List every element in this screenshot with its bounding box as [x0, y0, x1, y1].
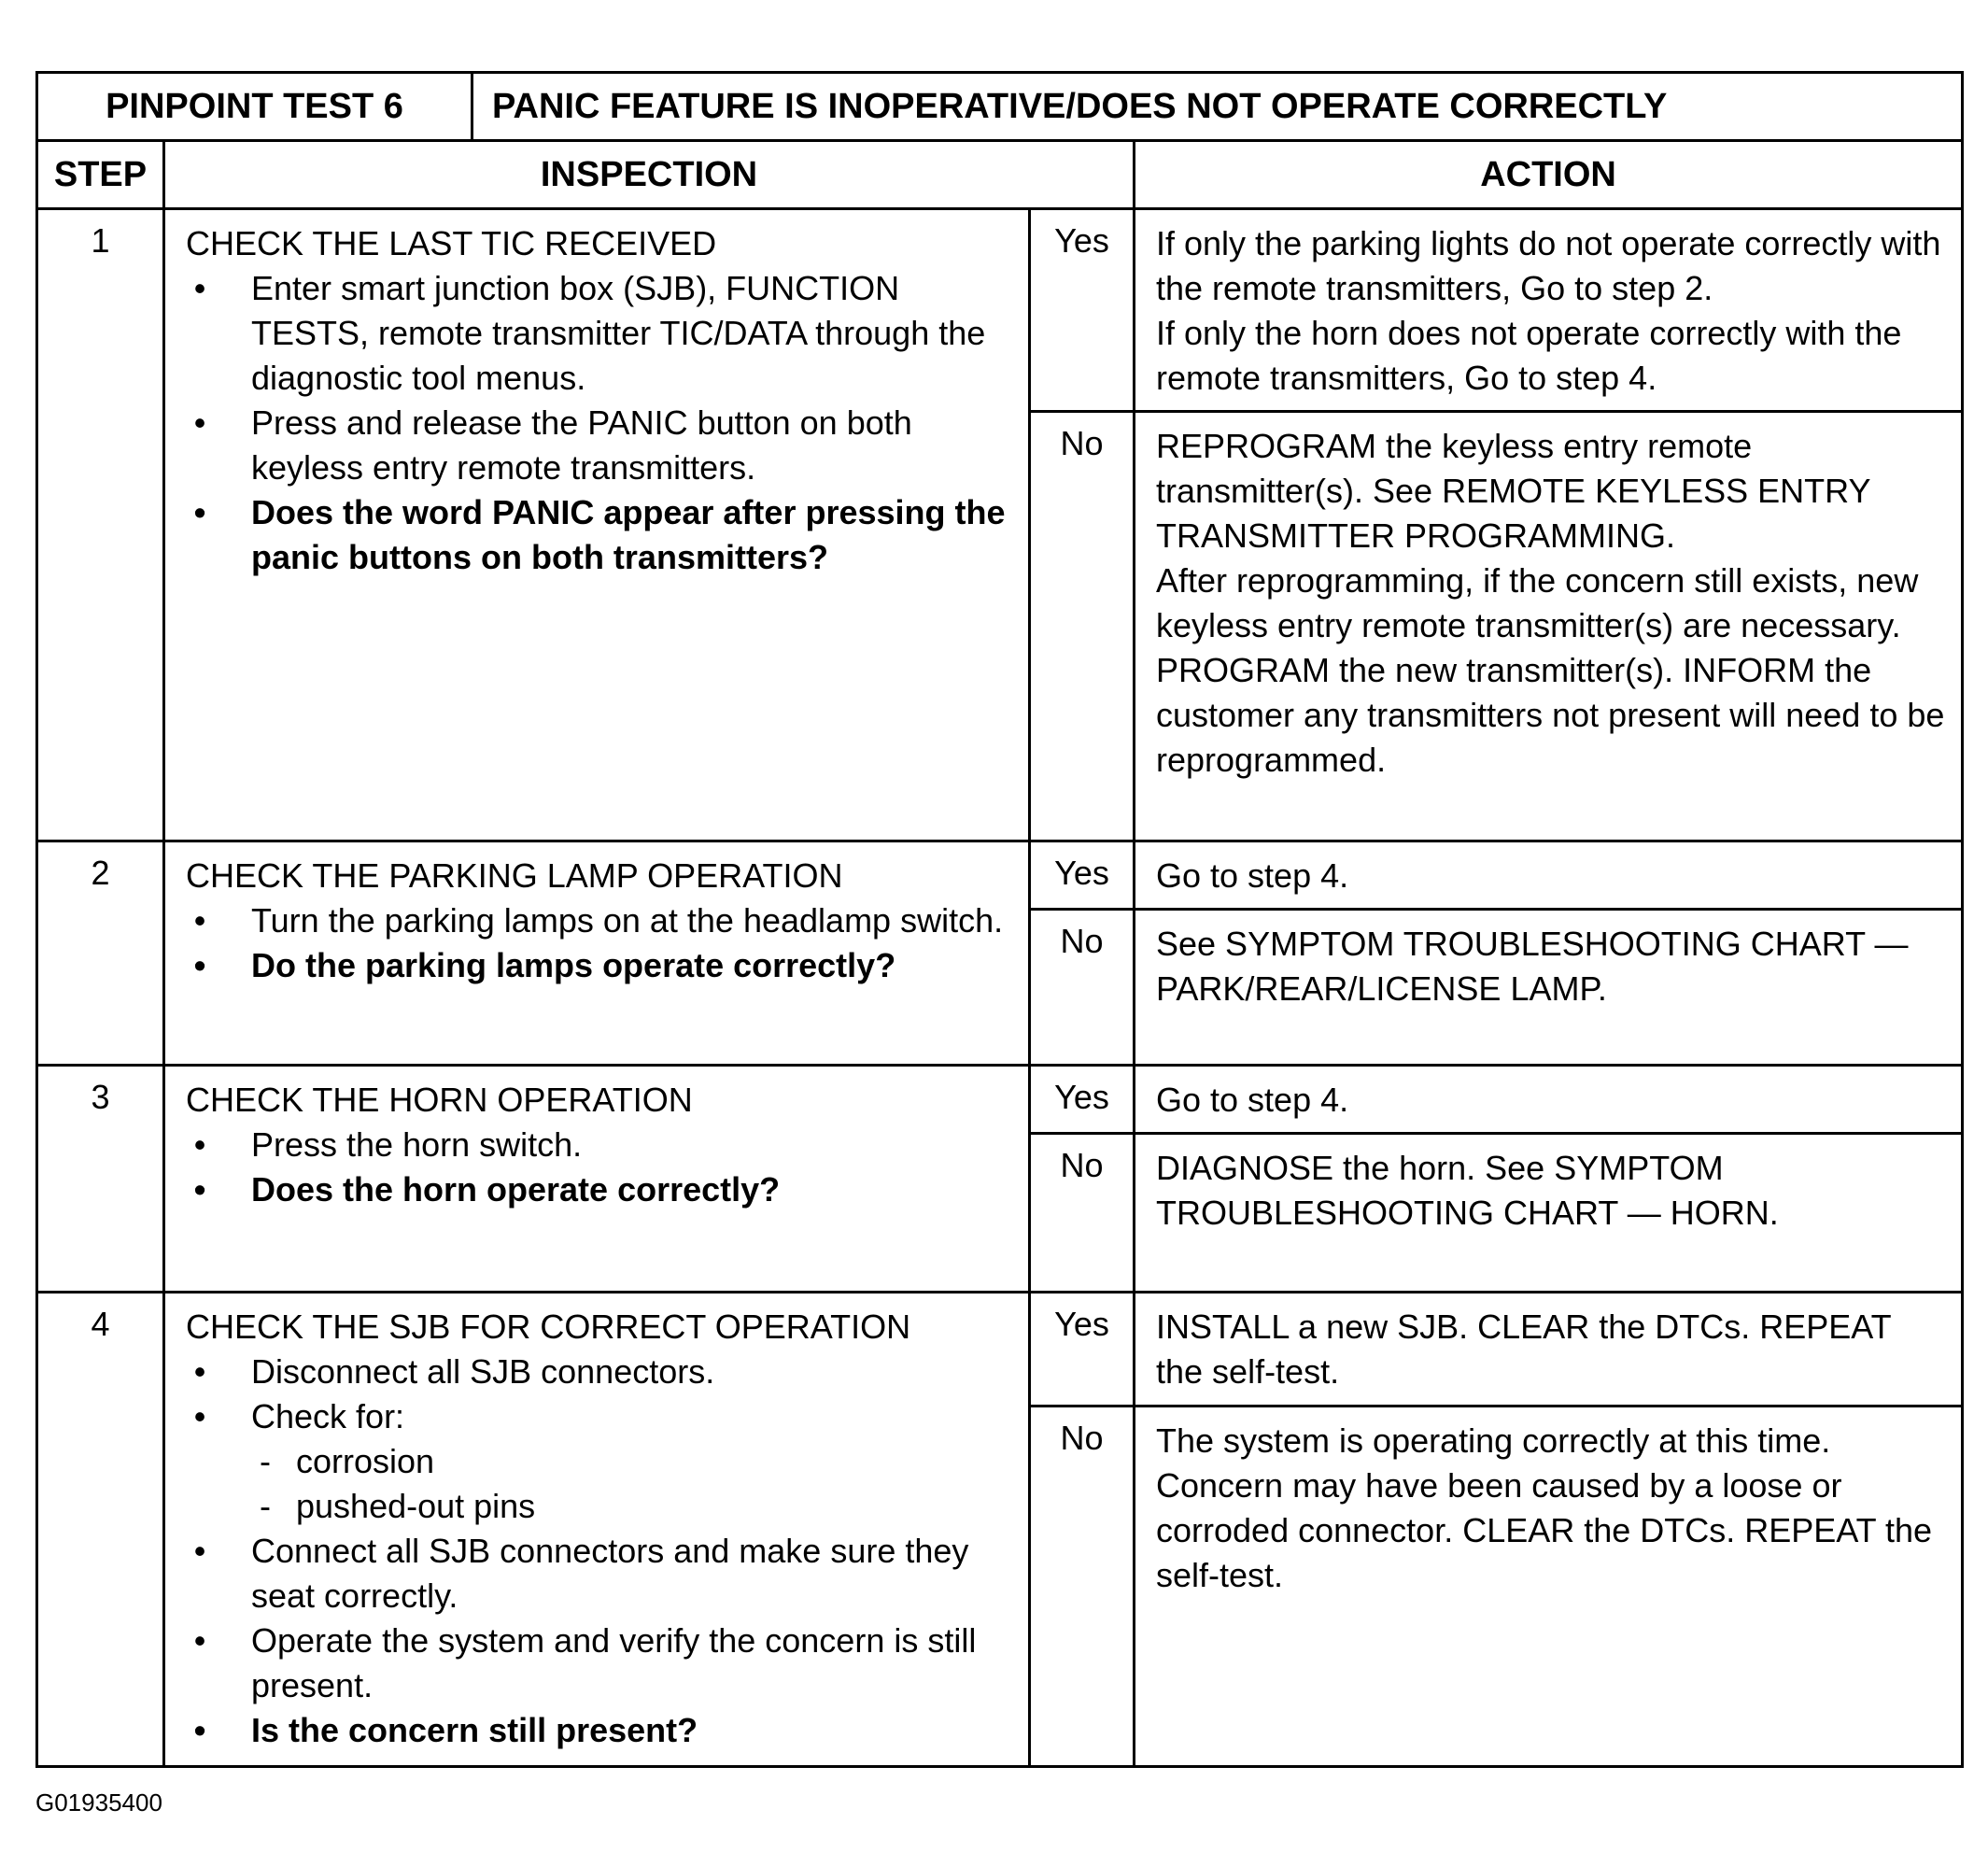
list-item: • Enter smart junction box (SJB), FUNCTION TESTS, remote transmitter TIC/DATA through the diagnostic tool menus. [186, 266, 1011, 401]
step-4-yes-row [37, 1293, 1963, 1407]
test-description: PANIC FEATURE IS INOPERATIVE/DOES NOT OPERATE CORRECTLY [492, 86, 1668, 126]
yes-label: Yes [1030, 209, 1135, 412]
sub-item: - corrosion [251, 1439, 1011, 1484]
step-2-inspection [164, 841, 1030, 1066]
step-number: 3 [37, 1066, 164, 1293]
list-item: • Check for: - corrosion - pushed-out pins [186, 1394, 1011, 1529]
bullet-icon: • [193, 946, 206, 984]
sub-item: - pushed-out pins [251, 1484, 1011, 1529]
bullet-icon: • [193, 1352, 206, 1391]
bullet-icon: • [193, 1532, 206, 1570]
figure-id: G01935400 [35, 1788, 162, 1817]
step-3-yes-row [37, 1066, 1963, 1134]
list-item: • Disconnect all SJB connectors. [186, 1350, 1011, 1394]
yes-label: Yes [1030, 841, 1135, 910]
bullet-icon: • [193, 269, 206, 307]
yes-label: Yes [1030, 1293, 1135, 1407]
yes-label: Yes [1030, 1066, 1135, 1134]
bullet-icon: • [193, 1711, 206, 1749]
dash-icon: - [260, 1442, 271, 1480]
header-step: STEP [37, 141, 164, 209]
step-number: 4 [37, 1293, 164, 1767]
no-action: REPROGRAM the keyless entry remote transmitter(s). See REMOTE KEYLESS ENTRY TRANSMITTER PROGRAMMING. After reprogramming, if the concern still exists, new keyless entry remote transmitter(s) are necessary. PROGRAM the new transmitter(s). INFORM the customer any transmitters not present will need to be reprogrammed. [1135, 412, 1963, 841]
header-row [37, 141, 1963, 209]
step-heading: CHECK THE HORN OPERATION [186, 1081, 693, 1119]
step-heading: CHECK THE LAST TIC RECEIVED [186, 224, 717, 262]
step-heading: CHECK THE SJB FOR CORRECT OPERATION [186, 1308, 911, 1346]
pinpoint-test-table [35, 71, 1964, 1768]
yes-action: Go to step 4. [1135, 1066, 1963, 1134]
step-number: 1 [37, 209, 164, 841]
yes-action: Go to step 4. [1135, 841, 1963, 910]
bullet-icon: • [193, 493, 206, 531]
step-1-inspection [164, 209, 1030, 841]
bullet-icon: • [193, 901, 206, 940]
no-label: No [1030, 910, 1135, 1066]
no-action: The system is operating correctly at this time. Concern may have been caused by a loose or corroded connector. CLEAR the DTCs. REPEAT the self-test. [1135, 1407, 1963, 1767]
bullet-icon: • [193, 1170, 206, 1209]
list-item: • Operate the system and verify the concern is still present. [186, 1619, 1011, 1708]
bullet-icon: • [193, 403, 206, 442]
no-action: See SYMPTOM TROUBLESHOOTING CHART — PARK/REAR/LICENSE LAMP. [1135, 910, 1963, 1066]
test-id: PINPOINT TEST 6 [38, 74, 473, 139]
list-item: • Does the horn operate correctly? [186, 1167, 1011, 1212]
bullet-icon: • [193, 1621, 206, 1660]
header-action: ACTION [1135, 141, 1963, 209]
list-item: • Is the concern still present? [186, 1708, 1011, 1753]
list-item: • Connect all SJB connectors and make sure they seat correctly. [186, 1529, 1011, 1619]
step-1-yes-row [37, 209, 1963, 412]
list-item: • Turn the parking lamps on at the headlamp switch. [186, 898, 1011, 943]
no-action: DIAGNOSE the horn. See SYMPTOM TROUBLESHOOTING CHART — HORN. [1135, 1134, 1963, 1293]
step-3-inspection [164, 1066, 1030, 1293]
header-inspection: INSPECTION [164, 141, 1135, 209]
list-item: • Press the horn switch. [186, 1123, 1011, 1167]
dash-icon: - [260, 1487, 271, 1525]
step-number: 2 [37, 841, 164, 1066]
bullet-icon: • [193, 1397, 206, 1435]
title-row [37, 73, 1963, 141]
step-heading: CHECK THE PARKING LAMP OPERATION [186, 856, 843, 895]
list-item: • Does the word PANIC appear after pressing the panic buttons on both transmitters? [186, 490, 1011, 580]
step-4-inspection [164, 1293, 1030, 1767]
list-item: • Do the parking lamps operate correctly? [186, 943, 1011, 988]
bullet-icon: • [193, 1125, 206, 1164]
list-item: • Press and release the PANIC button on both keyless entry remote transmitters. [186, 401, 1011, 490]
yes-action: If only the parking lights do not operate correctly with the remote transmitters, Go to step 2. If only the horn does not operate correctly with the remote transmitters, Go to step 4. [1135, 209, 1963, 412]
no-label: No [1030, 1134, 1135, 1293]
step-2-yes-row [37, 841, 1963, 910]
no-label: No [1030, 412, 1135, 841]
no-label: No [1030, 1407, 1135, 1767]
yes-action: INSTALL a new SJB. CLEAR the DTCs. REPEAT the self-test. [1135, 1293, 1963, 1407]
